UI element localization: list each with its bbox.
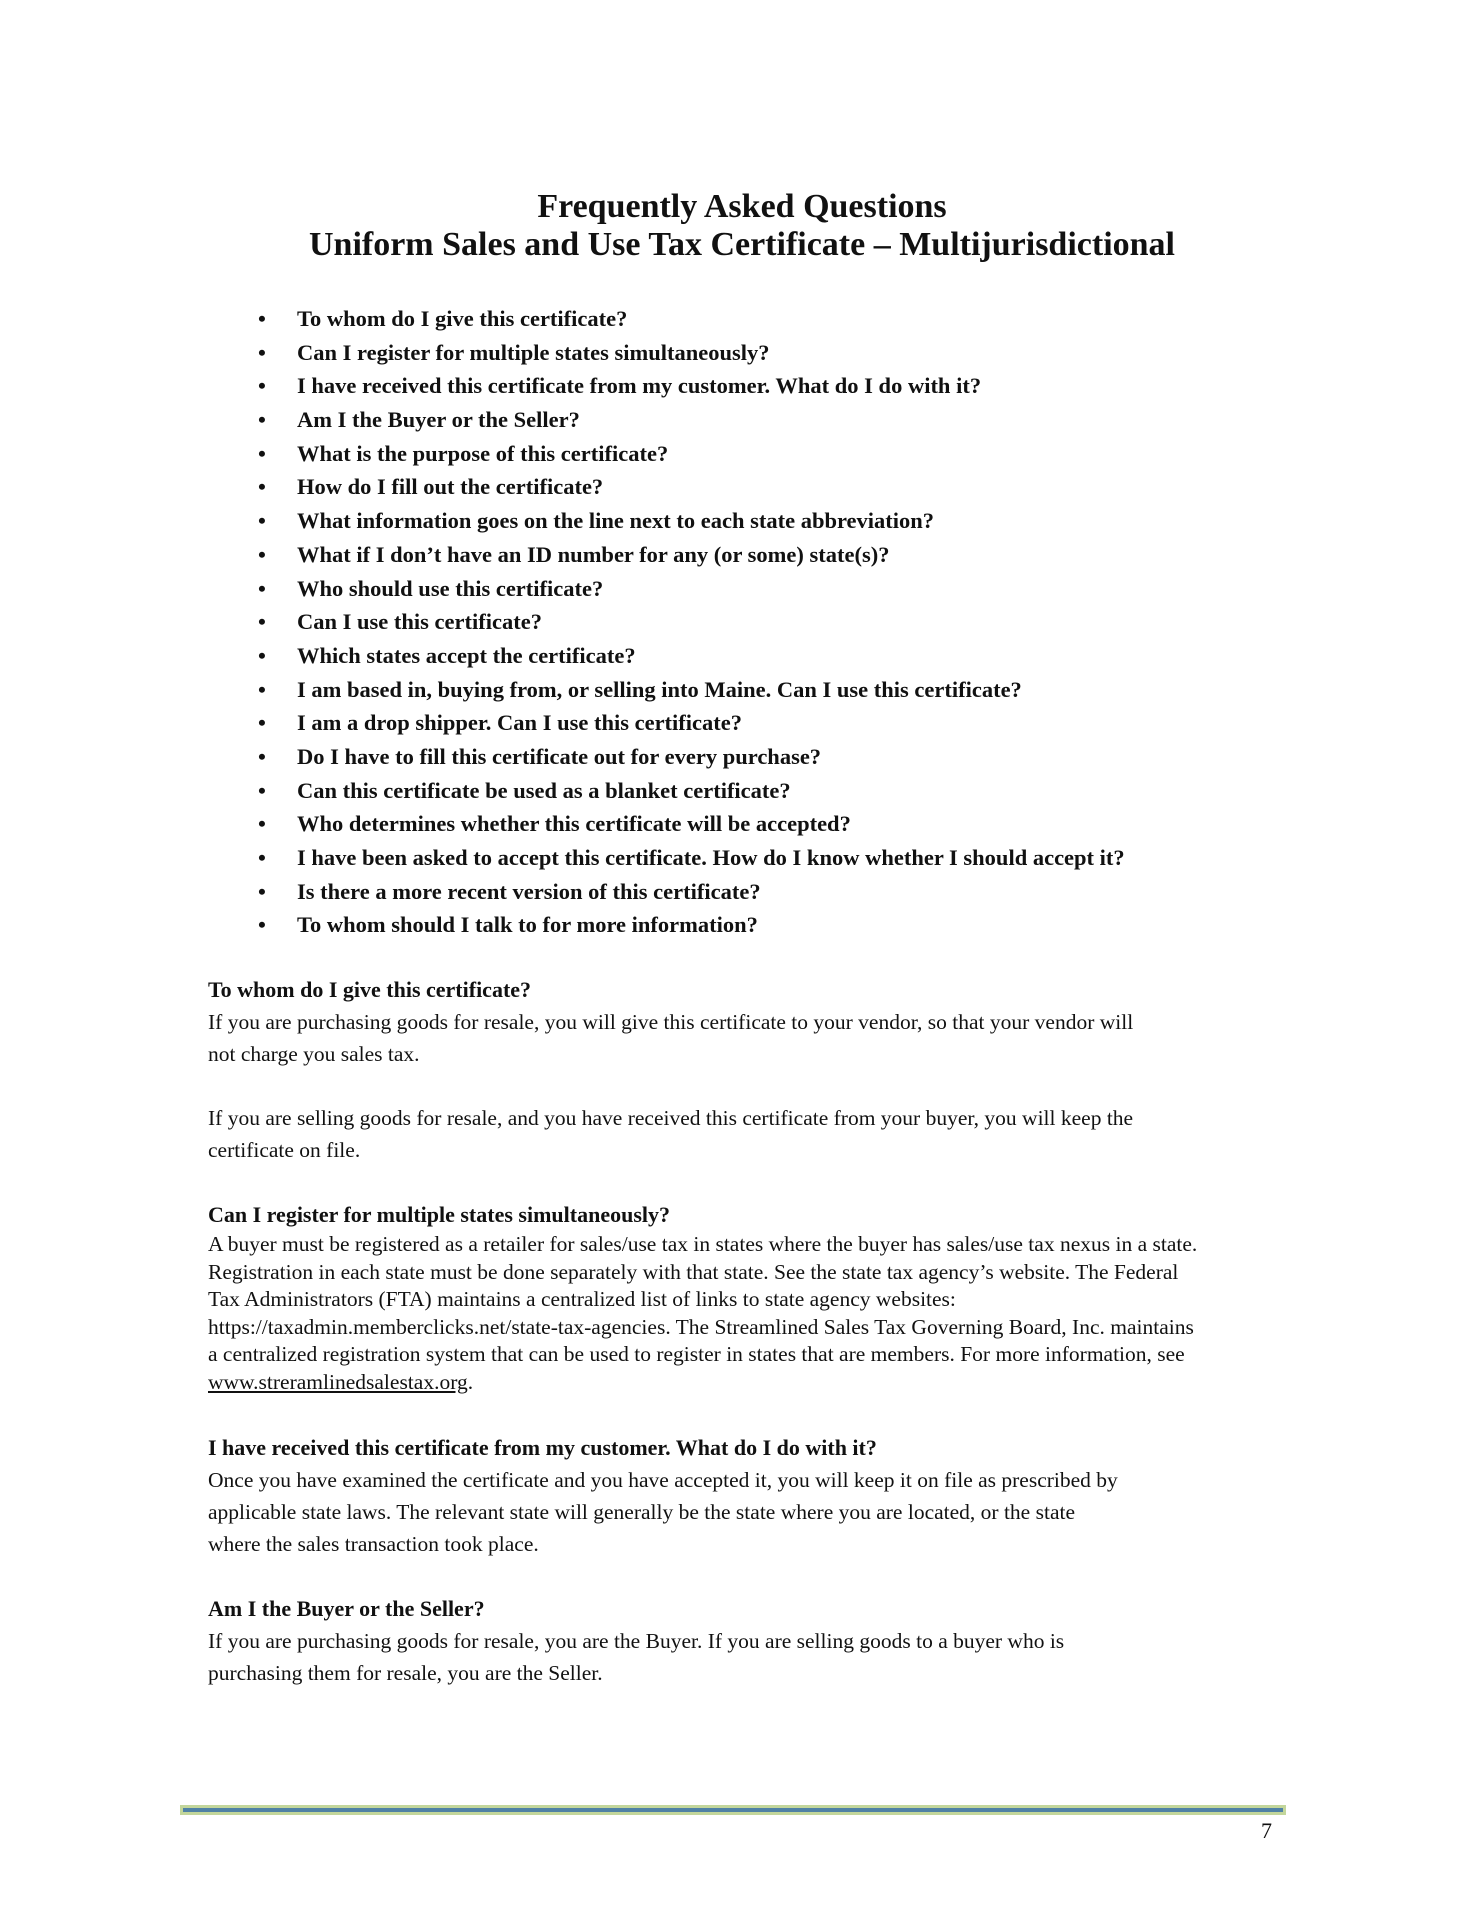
- body-line: purchasing them for resale, you are the Seller.: [208, 1661, 603, 1685]
- question-list-item: [258, 572, 1125, 606]
- body-line: A buyer must be registered as a retailer for sales/use tax in states where the buyer has sales/use tax nexus in a state.: [208, 1232, 1198, 1256]
- question-list-item: [258, 807, 1125, 841]
- question-list-item: [258, 841, 1125, 875]
- body-line: a centralized registration system that can be used to register in states that are members. For more information, see: [208, 1342, 1185, 1366]
- body-line: Once you have examined the certificate and you have accepted it, you will keep it on file as prescribed by: [208, 1468, 1118, 1492]
- body-line: If you are purchasing goods for resale, you are the Buyer. If you are selling goods to a buyer who is: [208, 1629, 1065, 1653]
- question-list-item: [258, 336, 1125, 370]
- question-text: I have been asked to accept this certificate. How do I know whether I should accept it?: [297, 845, 1125, 870]
- question-list-item: [258, 774, 1125, 808]
- section-received-certificate: [208, 1432, 1308, 1560]
- body-line: [208, 1369, 1308, 1397]
- question-text: To whom do I give this certificate?: [297, 306, 628, 331]
- question-list-item: [258, 504, 1125, 538]
- bullet-icon: •: [258, 676, 266, 702]
- body-line: https://taxadmin.memberclicks.net/state-tax-agencies. The Streamlined Sales Tax Governing Board, Inc. maintains: [208, 1314, 1194, 1339]
- bullet-icon: •: [258, 373, 266, 399]
- bullet-icon: •: [258, 710, 266, 736]
- question-text: How do I fill out the certificate?: [297, 474, 604, 500]
- question-list-item: [258, 908, 1125, 942]
- bullet-icon: •: [258, 811, 266, 837]
- link-suffix: .: [467, 1369, 474, 1394]
- bullet-icon: •: [258, 306, 266, 331]
- question-list-item: [258, 437, 1125, 471]
- streamlined-sales-tax-link[interactable]: www.streramlinedsalestax.org: [208, 1369, 468, 1394]
- body-line: Tax Administrators (FTA) maintains a centralized list of links to state agency websites:: [208, 1287, 956, 1311]
- bullet-icon: •: [258, 878, 266, 904]
- bullet-icon: •: [258, 609, 266, 635]
- question-list-item: [258, 673, 1125, 707]
- question-text: Can I use this certificate?: [297, 609, 542, 635]
- section-register-multiple: [208, 1199, 1308, 1396]
- section-heading: Am I the Buyer or the Seller?: [208, 1596, 485, 1621]
- question-list-item: [258, 706, 1125, 740]
- question-text: I have received this certificate from my customer. What do I do with it?: [297, 373, 982, 399]
- bullet-icon: •: [258, 777, 266, 803]
- bullet-icon: •: [258, 407, 266, 433]
- question-list-item: [258, 538, 1125, 572]
- bullet-icon: •: [258, 339, 266, 365]
- question-text: To whom should I talk to for more information?: [297, 912, 758, 938]
- question-list-item: [258, 302, 1125, 336]
- question-list-item: [258, 639, 1125, 673]
- question-text: I am based in, buying from, or selling into Maine. Can I use this certificate?: [297, 676, 1022, 702]
- page-subtitle: Uniform Sales and Use Tax Certificate – Multijurisdictional: [308, 226, 1176, 263]
- question-text: Can I register for multiple states simultaneously?: [297, 339, 770, 365]
- question-list-item: [258, 875, 1125, 909]
- question-text: Which states accept the certificate?: [297, 642, 636, 668]
- bullet-icon: •: [258, 845, 266, 870]
- body-line: If you are purchasing goods for resale, you will give this certificate to your vendor, so that your vendor will: [208, 1010, 1134, 1034]
- question-text: Do I have to fill this certificate out for every purchase?: [297, 743, 822, 769]
- question-text: Can this certificate be used as a blanket certificate?: [297, 777, 791, 803]
- page-title: Frequently Asked Questions: [537, 188, 947, 225]
- bullet-icon: •: [258, 508, 266, 534]
- section-buyer-or-seller: [208, 1593, 1308, 1689]
- question-list-item: [258, 740, 1125, 774]
- bullet-icon: •: [258, 912, 266, 938]
- body-line: certificate on file.: [208, 1138, 361, 1162]
- bullet-icon: •: [258, 474, 266, 500]
- section-heading: I have received this certificate from my customer. What do I do with it?: [208, 1435, 877, 1460]
- bullet-icon: •: [258, 743, 266, 769]
- section-heading: To whom do I give this certificate?: [208, 977, 532, 1002]
- question-text: What information goes on the line next to each state abbreviation?: [297, 508, 935, 534]
- bullet-icon: •: [258, 642, 266, 668]
- question-text: Who determines whether this certificate will be accepted?: [297, 811, 851, 837]
- question-list-item: [258, 605, 1125, 639]
- question-text: What if I don’t have an ID number for any (or some) state(s)?: [297, 541, 890, 567]
- footer-rule: [180, 1805, 1286, 1815]
- question-list: [258, 302, 1125, 942]
- section-heading: Can I register for multiple states simultaneously?: [208, 1202, 670, 1227]
- question-text: What is the purpose of this certificate?: [297, 440, 669, 466]
- bullet-icon: •: [258, 440, 266, 466]
- question-text: Am I the Buyer or the Seller?: [297, 407, 580, 433]
- body-line: not charge you sales tax.: [208, 1042, 420, 1066]
- question-text: Is there a more recent version of this certificate?: [297, 878, 761, 904]
- question-text: I am a drop shipper. Can I use this certificate?: [297, 710, 743, 736]
- question-list-item: [258, 369, 1125, 403]
- body-line: where the sales transaction took place.: [208, 1532, 539, 1556]
- body-line: If you are selling goods for resale, and you have received this certificate from your buyer, you will keep the: [208, 1106, 1134, 1130]
- question-list-item: [258, 403, 1125, 437]
- bullet-icon: •: [258, 541, 266, 567]
- body-line: Registration in each state must be done separately with that state. See the state tax agency’s website. The Federal: [208, 1259, 1179, 1284]
- question-list-item: [258, 470, 1125, 504]
- page-number: 7: [1261, 1818, 1272, 1843]
- bullet-icon: •: [258, 575, 266, 601]
- section-to-whom: [208, 974, 1308, 1166]
- question-text: Who should use this certificate?: [297, 575, 604, 601]
- body-line: applicable state laws. The relevant state will generally be the state where you are located, or the state: [208, 1500, 1076, 1524]
